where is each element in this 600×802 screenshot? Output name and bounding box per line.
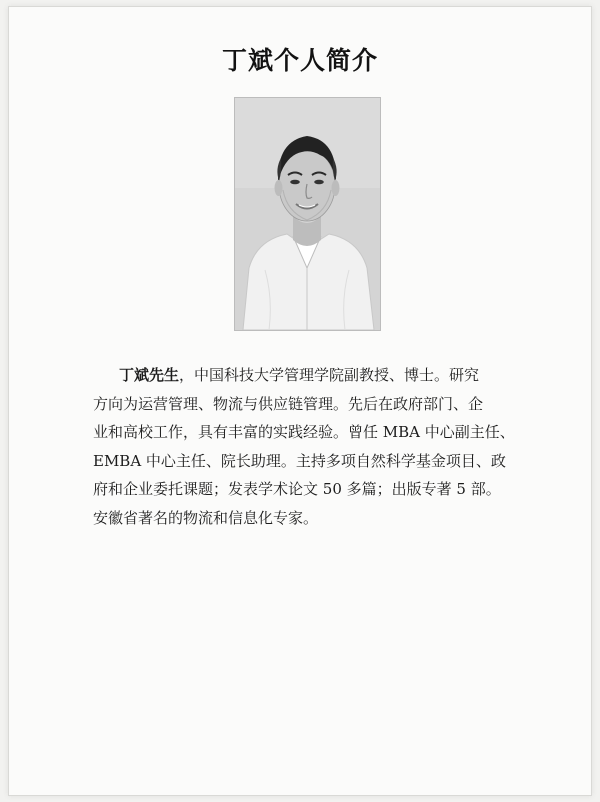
bio-text: [93, 361, 533, 532]
bio-line-4: EMBA 中心主任、院长助理。主持多项自然科学基金项目、政: [93, 451, 506, 470]
bio-line-5: 府和企业委托课题；发表学术论文 50 多篇；出版专著 5 部。: [93, 480, 501, 498]
bio-line-1: [93, 361, 533, 390]
bio-line-6: 安徽省著名的物流和信息化专家。: [93, 508, 319, 527]
portrait-photo: [234, 97, 381, 331]
bio-line-2: 方向为运营管理、物流与供应链管理。先后在政府部门、企: [93, 394, 484, 413]
bio-name: 丁斌先生: [119, 366, 180, 384]
portrait-illustration: [235, 98, 380, 330]
bio-line-3: 业和高校工作，具有丰富的实践经验。曾任 MBA 中心副主任、: [93, 423, 515, 441]
page-title: 丁斌个人简介: [221, 46, 378, 75]
bio-line-1-text: ，中国科技大学管理学院副教授、博士。研究: [179, 366, 480, 384]
document-page: [8, 6, 592, 796]
